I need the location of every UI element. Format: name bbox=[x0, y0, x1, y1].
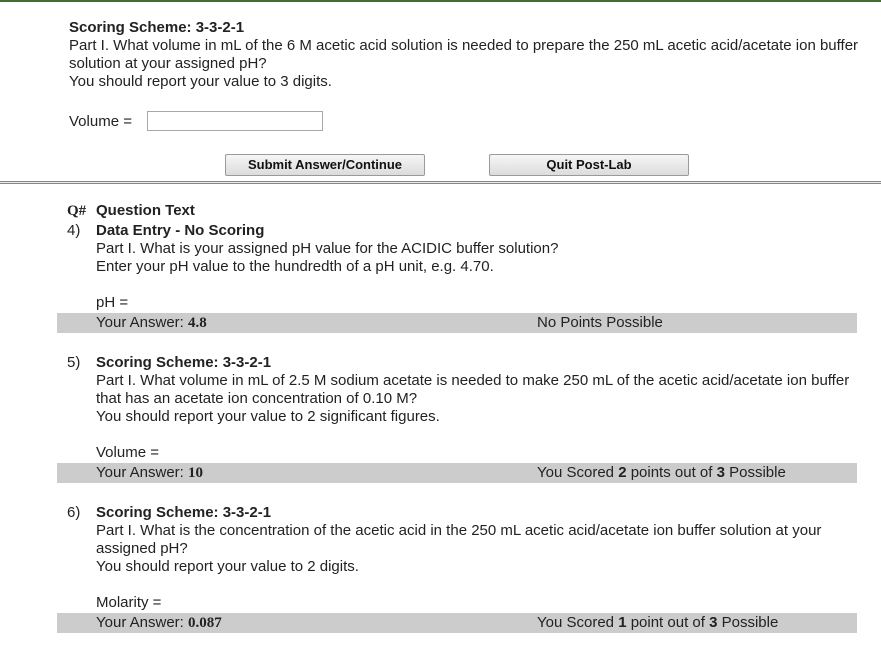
your-answer-value: 10 bbox=[188, 465, 203, 481]
score-suffix: Possible bbox=[717, 614, 779, 631]
question-number: 4) bbox=[67, 222, 81, 239]
volume-input[interactable] bbox=[147, 111, 323, 131]
your-answer bbox=[96, 313, 207, 333]
question-text: Part I. What volume in mL of 2.5 M sodium acetate is needed to make 250 mL of the acetic acid/acetate ion buffer that has an acetate ion concentration of 0.10 M? You should report your value to 2 significant figures. bbox=[96, 372, 850, 425]
question-text: Part I. What is your assigned pH value for the ACIDIC buffer solution? Enter your pH value to the hundredth of a pH unit, e.g. 4.70. bbox=[96, 240, 559, 275]
current-question bbox=[69, 19, 859, 91]
score-prefix: You Scored bbox=[537, 614, 619, 631]
answer-bar-5 bbox=[57, 463, 857, 483]
qnum-column-header: Q# bbox=[67, 203, 87, 219]
question-body bbox=[96, 354, 857, 462]
score-possible: 3 bbox=[716, 464, 725, 481]
volume-label: Volume = bbox=[69, 112, 132, 130]
score-middle: point out of bbox=[626, 614, 710, 631]
your-answer bbox=[96, 463, 203, 483]
section-divider bbox=[0, 181, 881, 184]
question-field-label: pH = bbox=[96, 294, 129, 311]
question-text-column-header: Question Text bbox=[96, 202, 195, 219]
your-answer-prefix: Your Answer: bbox=[96, 614, 188, 631]
question-field-label: Volume = bbox=[96, 444, 159, 461]
history-header bbox=[67, 202, 195, 220]
score-text bbox=[537, 613, 778, 633]
your-answer-value: 4.8 bbox=[188, 315, 207, 331]
question-body bbox=[96, 222, 857, 312]
score-text bbox=[537, 463, 786, 483]
question-field-label: Molarity = bbox=[96, 594, 162, 611]
your-answer-prefix: Your Answer: bbox=[96, 314, 188, 331]
question-title: Scoring Scheme: 3-3-2-1 bbox=[96, 504, 272, 521]
your-answer bbox=[96, 613, 222, 633]
score-points: 2 bbox=[618, 464, 627, 481]
quit-post-lab-button[interactable]: Quit Post-Lab bbox=[489, 154, 689, 176]
current-question-title: Scoring Scheme: 3-3-2-1 bbox=[69, 19, 245, 36]
submit-answer-button[interactable]: Submit Answer/Continue bbox=[225, 154, 425, 176]
your-answer-value: 0.087 bbox=[188, 615, 222, 631]
answer-bar-6 bbox=[57, 613, 857, 633]
question-text: Part I. What is the concentration of the acetic acid in the 250 mL acetic acid/acetate ion buffer solution at your assigned pH? You should report your value to 2 digits. bbox=[96, 522, 822, 575]
question-title: Scoring Scheme: 3-3-2-1 bbox=[96, 354, 272, 371]
question-title: Data Entry - No Scoring bbox=[96, 222, 265, 239]
question-number: 5) bbox=[67, 354, 81, 371]
question-number: 6) bbox=[67, 504, 81, 521]
top-rule bbox=[0, 0, 881, 2]
question-body bbox=[96, 504, 857, 612]
score-text: No Points Possible bbox=[537, 314, 663, 331]
your-answer-prefix: Your Answer: bbox=[96, 464, 188, 481]
current-question-text: Part I. What volume in mL of the 6 M acetic acid solution is needed to prepare the 250 mL acetic acid/acetate ion buffer solution at your assigned pH? You should report your value to 3 digits. bbox=[69, 37, 859, 90]
score-suffix: Possible bbox=[724, 464, 786, 481]
score-middle: points out of bbox=[626, 464, 717, 481]
score-points: 1 bbox=[618, 614, 627, 631]
volume-row bbox=[69, 110, 323, 132]
score-prefix: You Scored bbox=[537, 464, 619, 481]
answer-bar-4 bbox=[57, 313, 857, 333]
score-possible: 3 bbox=[709, 614, 718, 631]
